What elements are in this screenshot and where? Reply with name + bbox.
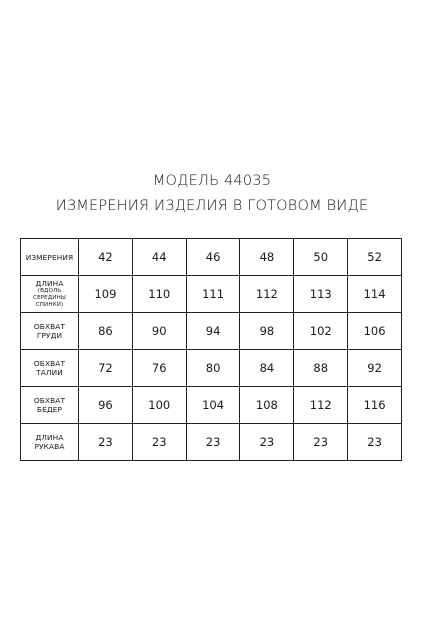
size-header-42: 42 (79, 239, 133, 276)
size-chart-table (20, 238, 402, 461)
header-label-cell (21, 239, 79, 276)
header-label: ИЗМЕРЕНИЯ (25, 252, 74, 262)
table-cell: 23 (348, 424, 402, 461)
row-label-line: ТАЛИИ (36, 368, 63, 377)
table-row-length (21, 276, 402, 313)
row-label-waist (21, 350, 79, 387)
table-cell: 116 (348, 387, 402, 424)
row-label-line: ДЛИНА (35, 433, 64, 442)
table-cell: 94 (186, 313, 240, 350)
size-header-46: 46 (186, 239, 240, 276)
table-cell: 109 (79, 276, 133, 313)
table-cell: 112 (294, 387, 348, 424)
table-cell: 76 (132, 350, 186, 387)
table-cell: 84 (240, 350, 294, 387)
row-label-length (21, 276, 79, 313)
row-label-line: ОБХВАТ (33, 322, 66, 331)
table-cell: 104 (186, 387, 240, 424)
row-label-chest (21, 313, 79, 350)
table-header-row (21, 239, 402, 276)
row-label-line: ДЛИНА (35, 279, 64, 288)
measurements-title: ИЗМЕРЕНИЯ ИЗДЕЛИЯ В ГОТОВОМ ВИДЕ (55, 198, 369, 214)
table-cell: 108 (240, 387, 294, 424)
table-cell: 111 (186, 276, 240, 313)
table-cell: 23 (132, 424, 186, 461)
table-cell: 98 (240, 313, 294, 350)
size-header-50: 50 (294, 239, 348, 276)
table-cell: 90 (132, 313, 186, 350)
table-cell: 23 (240, 424, 294, 461)
table-row-waist (21, 350, 402, 387)
table-cell: 114 (348, 276, 402, 313)
table-cell: 92 (348, 350, 402, 387)
table-cell: 106 (348, 313, 402, 350)
table-row-hips (21, 387, 402, 424)
table-cell: 112 (240, 276, 294, 313)
table-row-sleeve (21, 424, 402, 461)
size-header-52: 52 (348, 239, 402, 276)
model-title: МОДЕЛЬ 44035 (152, 173, 272, 189)
table-cell: 72 (79, 350, 133, 387)
row-label-subline: СПИНКИ) (35, 302, 64, 308)
row-label-line: ГРУДИ (36, 331, 63, 340)
table-cell: 100 (132, 387, 186, 424)
row-label-line: РУКАВА (34, 442, 65, 451)
table-cell: 96 (79, 387, 133, 424)
table-cell: 23 (186, 424, 240, 461)
table-cell: 110 (132, 276, 186, 313)
row-label-hips (21, 387, 79, 424)
table-cell: 23 (294, 424, 348, 461)
table-cell: 88 (294, 350, 348, 387)
table-row-chest (21, 313, 402, 350)
row-label-line: БЕДЕР (36, 405, 63, 414)
row-label-line: ОБХВАТ (33, 396, 66, 405)
table-cell: 80 (186, 350, 240, 387)
row-label-sleeve (21, 424, 79, 461)
table-cell: 113 (294, 276, 348, 313)
table-cell: 102 (294, 313, 348, 350)
size-header-44: 44 (132, 239, 186, 276)
size-header-48: 48 (240, 239, 294, 276)
table-cell: 86 (79, 313, 133, 350)
row-label-line: ОБХВАТ (33, 359, 66, 368)
table-cell: 23 (79, 424, 133, 461)
row-label-subline: (ВДОЛЬ СЕРЕДИНЫ (33, 288, 66, 301)
